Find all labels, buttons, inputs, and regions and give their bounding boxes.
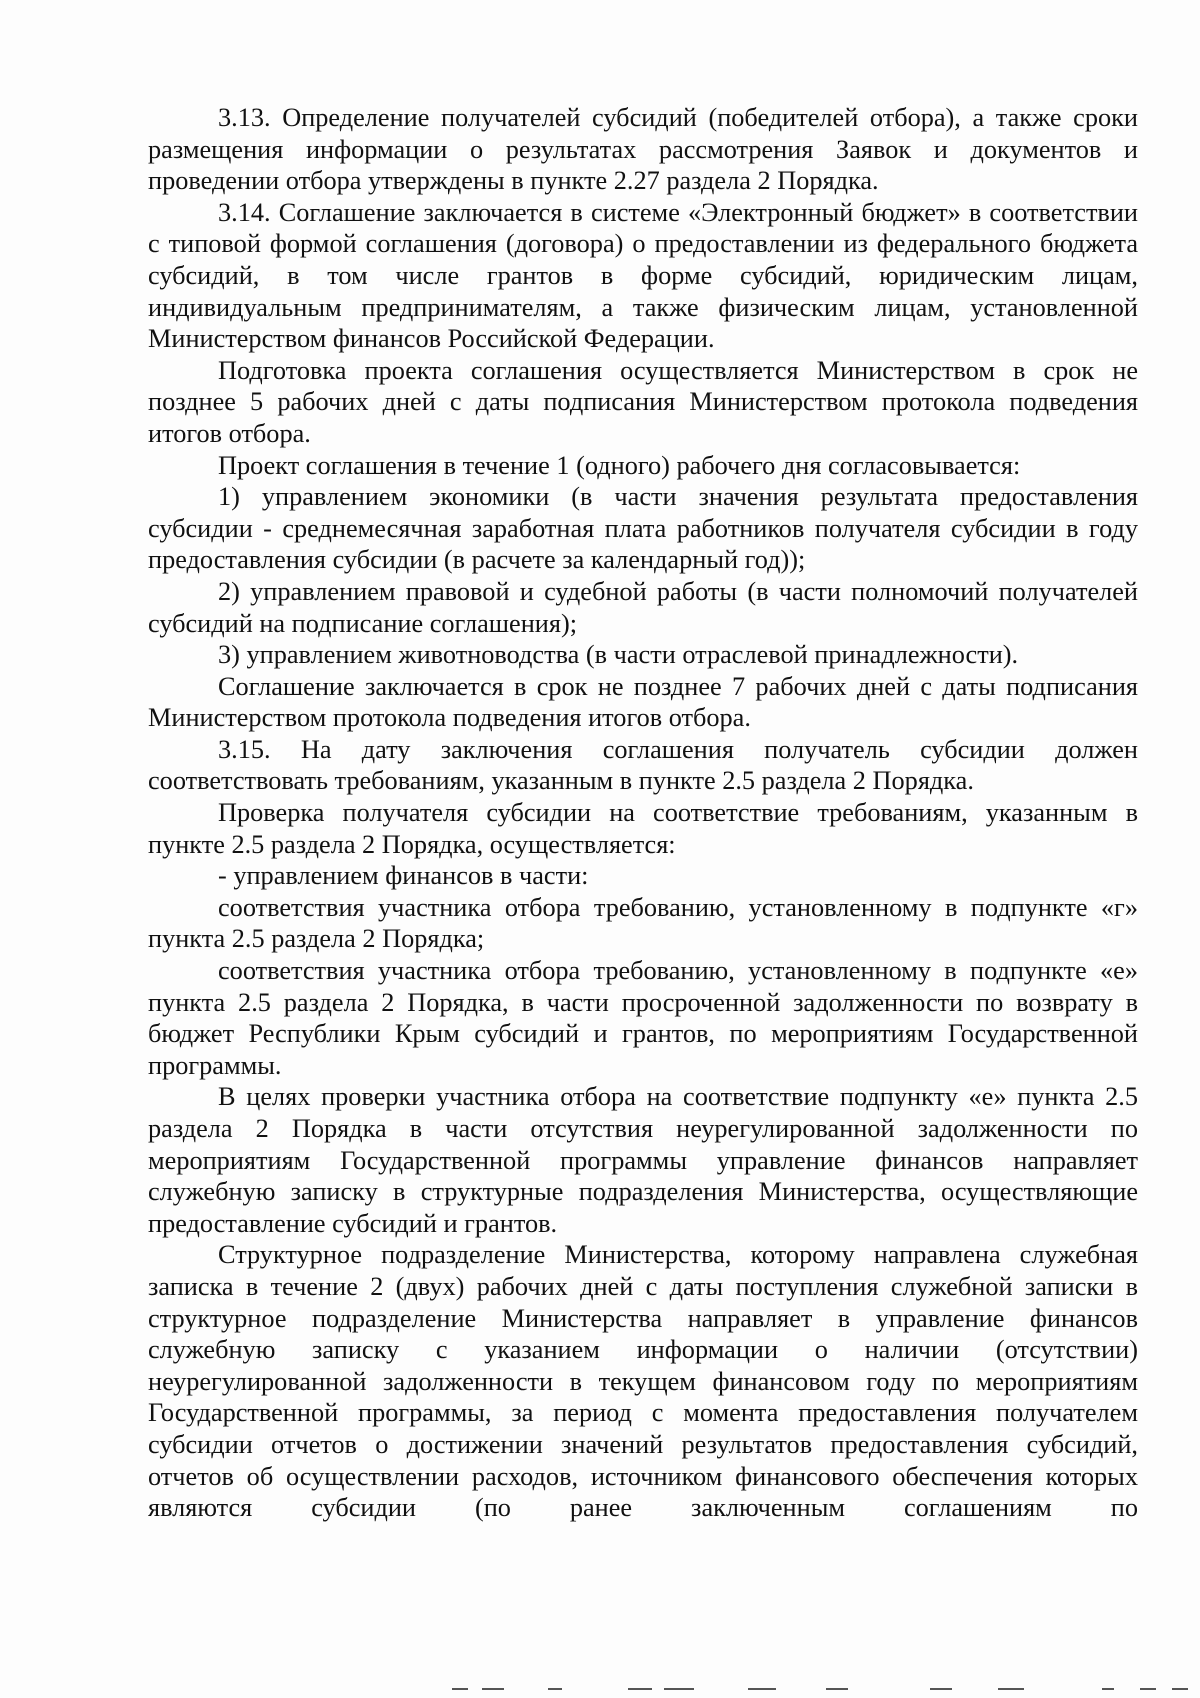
- paragraph-requirement-e: соответствия участника отбора требованию, установленному в подпункте «е» пункта 2.5 раздела 2 Порядка, в части просроченной задолженности по возврату в бюджет Республики Крым субсидий и грантов, по мероприятиям Государственной программы.: [148, 956, 1138, 1080]
- list-item-legal: 2) управлением правовой и судебной работы (в части полномочий получателей субсидий на подписание соглашения);: [148, 576, 1138, 638]
- list-item-finance-dept: - управлением финансов в части:: [218, 861, 589, 891]
- paragraph-draft-preparation: Подготовка проекта соглашения осуществляется Министерством в срок не позднее 5 рабочих дней с даты подписания Министерством протокола подведения итогов отбора.: [148, 355, 1138, 448]
- list-item-economics: 1) управлением экономики (в части значения результата предоставления субсидии - среднемесячная заработная плата работников получателя субсидии в году предоставления субсидии (в расчете за календарный год));: [148, 482, 1138, 575]
- paragraph-verification: Проверка получателя субсидии на соответствие требованиям, указанным в пункте 2.5 раздела 2 Порядка, осуществляется:: [148, 798, 1138, 859]
- paragraph-structural-unit: Структурное подразделение Министерства, которому направлена служебная записка в течение 2 (двух) рабочих дней с даты поступления служебной записки в структурное подразделение Министерства направляет в управление финансов служебную записку с указанием информации о наличии (отсутствии) неурегулированной задолженности в текущем финансовом году по мероприятиям Государственной программы, за период с момента предоставления получателем субсидии отчетов о достижении значений результатов предоставления субсидий, отчетов об осуществлении расходов, источником финансового обеспечения которых являются субсидии (по ранее заключенным соглашениям по: [148, 1240, 1138, 1523]
- paragraph-approval-intro: Проект соглашения в течение 1 (одного) рабочего дня согласовывается:: [218, 450, 1021, 480]
- paragraph-memo-purpose: В целях проверки участника отбора на соответствие подпункту «е» пункта 2.5 раздела 2 Порядка в части отсутствия неурегулированной задолженности по мероприятиям Государственной программы управление финансов направляет служебную записку в структурные подразделения Министерства, осуществляющие предоставление субсидий и грантов.: [148, 1082, 1138, 1238]
- paragraph-3-14: 3.14. Соглашение заключается в системе «Электронный бюджет» в соответствии с типовой формой соглашения (договора) о предоставлении из федерального бюджета субсидий, в том числе грантов в форме субсидий, юридическим лицам, индивидуальным предпринимателям, а также физическим лицам, установленной Министерством финансов Российской Федерации.: [148, 197, 1138, 354]
- list-item-livestock: 3) управлением животноводства (в части отраслевой принадлежности).: [218, 640, 1019, 670]
- paragraph-requirement-g: соответствия участника отбора требованию, установленному в подпункте «г» пункта 2.5 раздела 2 Порядка;: [148, 892, 1138, 954]
- paragraph-3-13: 3.13. Определение получателей субсидий (победителей отбора), а также сроки размещения информации о результатах рассмотрения Заявок и документов и проведении отбора утверждены в пункте 2.27 раздела 2 Порядка.: [148, 103, 1138, 196]
- document-body: [148, 102, 1138, 1524]
- paragraph-agreement-term: Соглашение заключается в срок не позднее 7 рабочих дней с даты подписания Министерством протокола подведения итогов отбора.: [148, 671, 1138, 733]
- paragraph-3-15: 3.15. На дату заключения соглашения получатель субсидии должен соответствовать требованиям, указанным в пункте 2.5 раздела 2 Порядка.: [148, 734, 1138, 796]
- scan-artifacts: [0, 1682, 1200, 1698]
